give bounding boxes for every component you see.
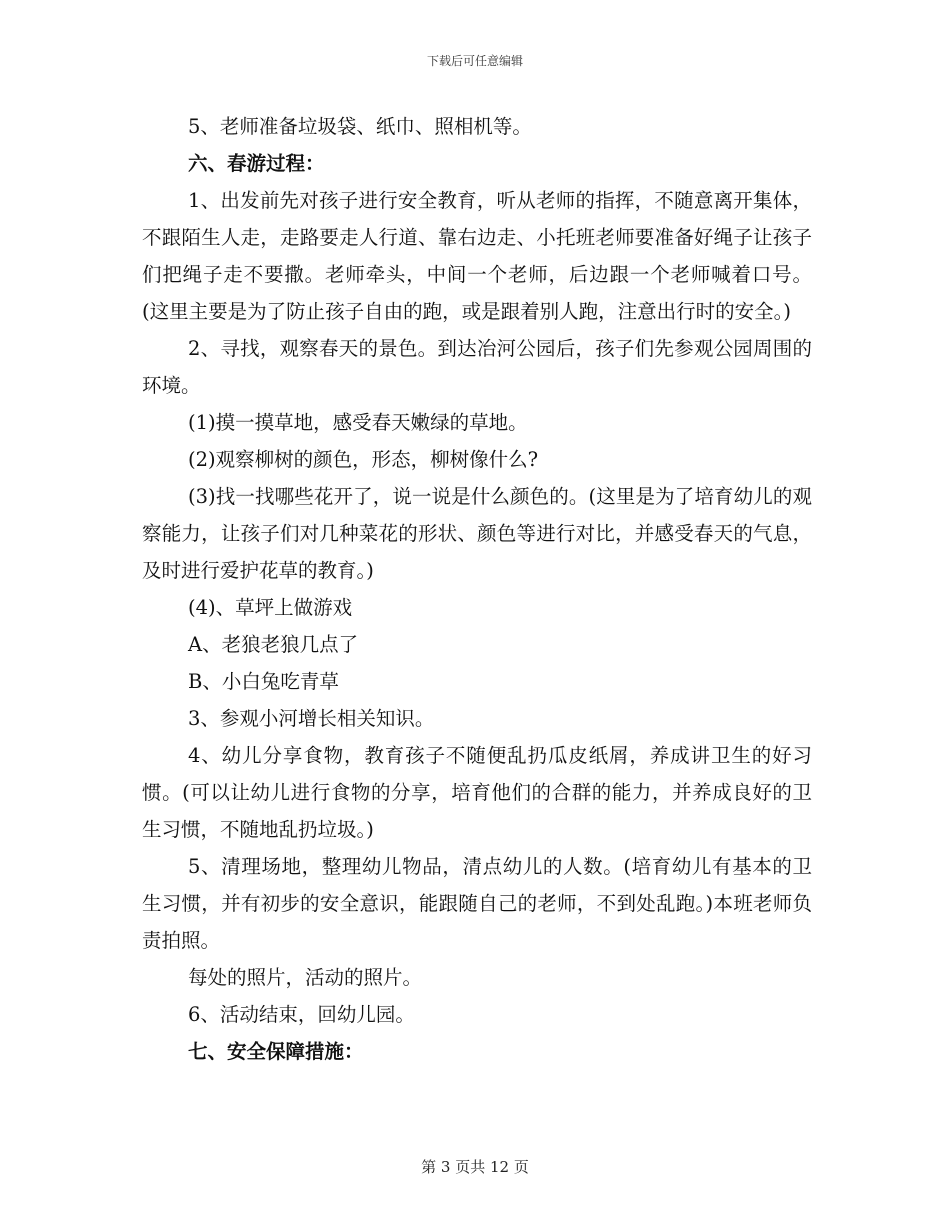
page-footer: 第 3 页共 12 页 <box>421 1158 529 1176</box>
paragraph-9: A、老狼老狼几点了 <box>188 633 359 656</box>
section-heading-spring-outing-process: 六、春游过程： <box>188 152 325 175</box>
paragraph-1: 5、老师准备垃圾袋、纸巾、照相机等。 <box>188 115 532 138</box>
document-body <box>142 108 812 1070</box>
paragraph-3: 1、出发前先对孩子进行安全教育，听从老师的指挥，不随意离开集体，不跟陌生人走，走路要走人行道、靠右边走、小托班老师要准备好绳子让孩子们把绳子走不要撒。老师牵头，中间一个老师，后边跟一个老师喊着口号。(这里主要是为了防止孩子自由的跑，或是跟着别人跑，注意出行时的安全。) <box>142 189 812 323</box>
paragraph-6: (2)观察柳树的颜色，形态，柳树像什么? <box>188 448 539 471</box>
paragraph-5: (1)摸一摸草地，感受春天嫩绿的草地。 <box>188 411 528 434</box>
paragraph-14: 每处的照片，活动的照片。 <box>188 966 423 989</box>
paragraph-15: 6、活动结束，回幼儿园。 <box>188 1003 415 1026</box>
paragraph-8: (4)、草坪上做游戏 <box>188 596 353 619</box>
paragraph-13: 5、清理场地，整理幼儿物品，清点幼儿的人数。(培育幼儿有基本的卫生习惯，并有初步的安全意识，能跟随自己的老师，不到处乱跑。)本班老师负责拍照。 <box>142 855 812 952</box>
page-header: 下载后可任意编辑 <box>426 54 523 68</box>
section-heading-safety-measures: 七、安全保障措施： <box>188 1040 364 1063</box>
paragraph-4: 2、寻找，观察春天的景色。到达冶河公园后，孩子们先参观公园周围的环境。 <box>142 337 812 397</box>
paragraph-10: B、小白兔吃青草 <box>188 670 339 693</box>
paragraph-11: 3、参观小河增长相关知识。 <box>188 707 435 730</box>
paragraph-7: (3)找一找哪些花开了，说一说是什么颜色的。(这里是为了培育幼儿的观察能力，让孩子们对几种菜花的形状、颜色等进行对比，并感受春天的气息，及时进行爱护花草的教育。) <box>142 485 812 582</box>
paragraph-12: 4、幼儿分享食物，教育孩子不随便乱扔瓜皮纸屑，养成讲卫生的好习惯。(可以让幼儿进行食物的分享，培育他们的合群的能力，并养成良好的卫生习惯，不随地乱扔垃圾。) <box>142 744 812 841</box>
